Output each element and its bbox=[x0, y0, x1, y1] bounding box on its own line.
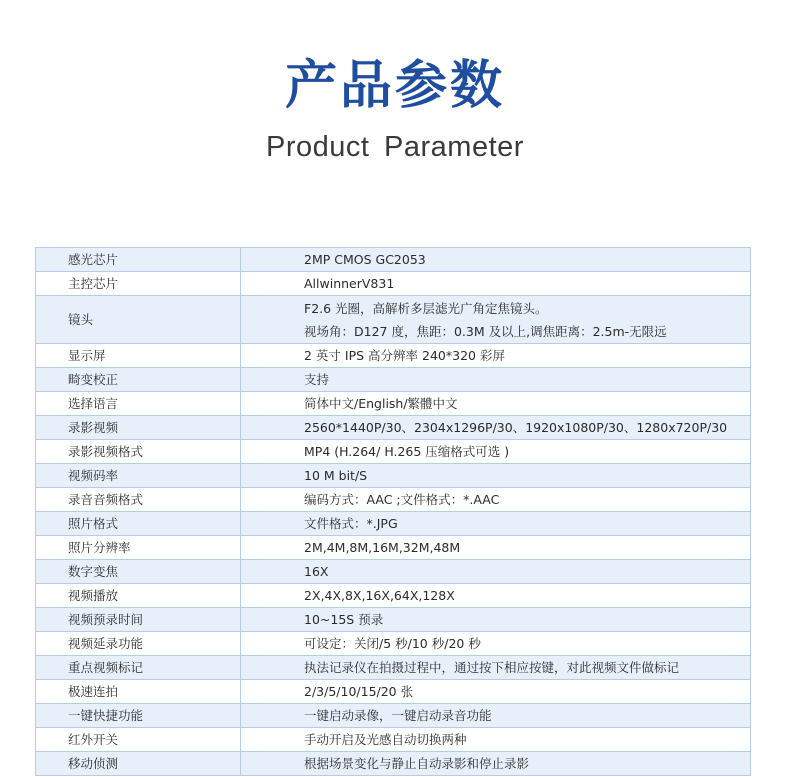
table-row bbox=[36, 296, 751, 344]
spec-value: 2X,4X,8X,16X,64X,128X bbox=[241, 584, 751, 608]
spec-value: 执法记录仪在拍摄过程中，通过按下相应按键，对此视频文件做标记 bbox=[241, 656, 751, 680]
spec-value: 手动开启及光感自动切换两种 bbox=[241, 728, 751, 752]
spec-value-line: F2.6 光圈，高解析多层滤光广角定焦镜头。 bbox=[304, 300, 548, 316]
spec-value: 2 英寸 IPS 高分辨率 240*320 彩屏 bbox=[241, 344, 751, 368]
table-row bbox=[36, 368, 751, 392]
table-row bbox=[36, 440, 751, 464]
spec-value: 支持 bbox=[241, 368, 751, 392]
spec-label: 一键快捷功能 bbox=[36, 704, 241, 728]
spec-label: 镜头 bbox=[36, 296, 241, 344]
spec-label: 畸变校正 bbox=[36, 368, 241, 392]
spec-value: AllwinnerV831 bbox=[241, 272, 751, 296]
spec-label: 视频预录时间 bbox=[36, 608, 241, 632]
table-row bbox=[36, 560, 751, 584]
spec-label: 红外开关 bbox=[36, 728, 241, 752]
spec-label: 数字变焦 bbox=[36, 560, 241, 584]
spec-label: 照片分辨率 bbox=[36, 536, 241, 560]
spec-label: 极速连拍 bbox=[36, 680, 241, 704]
spec-label: 录影视频 bbox=[36, 416, 241, 440]
spec-value: 根据场景变化与静止自动录影和停止录影 bbox=[241, 752, 751, 776]
table-row bbox=[36, 272, 751, 296]
spec-value: 16X bbox=[241, 560, 751, 584]
page-title: 产品参数 bbox=[284, 56, 505, 116]
spec-table bbox=[35, 247, 751, 776]
spec-label: 视频播放 bbox=[36, 584, 241, 608]
spec-label: 移动侦测 bbox=[36, 752, 241, 776]
spec-value: 2MP CMOS GC2053 bbox=[241, 248, 751, 272]
table-row bbox=[36, 704, 751, 728]
spec-value: 10~15S 预录 bbox=[241, 608, 751, 632]
spec-value-multiline bbox=[241, 296, 751, 344]
table-row bbox=[36, 512, 751, 536]
spec-label: 显示屏 bbox=[36, 344, 241, 368]
table-row bbox=[36, 464, 751, 488]
spec-label: 重点视频标记 bbox=[36, 656, 241, 680]
spec-value: 10 M bit/S bbox=[241, 464, 751, 488]
spec-value: 可设定：关闭/5 秒/10 秒/20 秒 bbox=[241, 632, 751, 656]
spec-label: 录音音频格式 bbox=[36, 488, 241, 512]
spec-label: 感光芯片 bbox=[36, 248, 241, 272]
table-row bbox=[36, 416, 751, 440]
table-row bbox=[36, 392, 751, 416]
table-row bbox=[36, 608, 751, 632]
table-row bbox=[36, 752, 751, 776]
table-row bbox=[36, 344, 751, 368]
spec-label: 录影视频格式 bbox=[36, 440, 241, 464]
spec-value: 编码方式：AAC ;文件格式：*.AAC bbox=[241, 488, 751, 512]
spec-label: 视频码率 bbox=[36, 464, 241, 488]
table-row bbox=[36, 536, 751, 560]
spec-value: MP4 (H.264/ H.265 压缩格式可选 ) bbox=[241, 440, 751, 464]
spec-label: 视频延录功能 bbox=[36, 632, 241, 656]
table-row bbox=[36, 584, 751, 608]
table-row bbox=[36, 632, 751, 656]
spec-value-line: 视场角：D127 度，焦距：0.3M 及以上,调焦距离：2.5m-无限远 bbox=[304, 323, 667, 339]
spec-value: 2/3/5/10/15/20 张 bbox=[241, 680, 751, 704]
table-row bbox=[36, 680, 751, 704]
table-row bbox=[36, 248, 751, 272]
spec-value: 2M,4M,8M,16M,32M,48M bbox=[241, 536, 751, 560]
table-row bbox=[36, 728, 751, 752]
spec-label: 照片格式 bbox=[36, 512, 241, 536]
spec-value: 简体中文/English/繁體中文 bbox=[241, 392, 751, 416]
spec-value: 一键启动录像，一键启动录音功能 bbox=[241, 704, 751, 728]
table-row bbox=[36, 656, 751, 680]
page-subtitle: Product Parameter bbox=[266, 131, 524, 163]
spec-value: 文件格式：*.JPG bbox=[241, 512, 751, 536]
table-row bbox=[36, 488, 751, 512]
spec-label: 选择语言 bbox=[36, 392, 241, 416]
spec-label: 主控芯片 bbox=[36, 272, 241, 296]
spec-value: 2560*1440P/30、2304x1296P/30、1920x1080P/30、1280x720P/30 bbox=[241, 416, 751, 440]
